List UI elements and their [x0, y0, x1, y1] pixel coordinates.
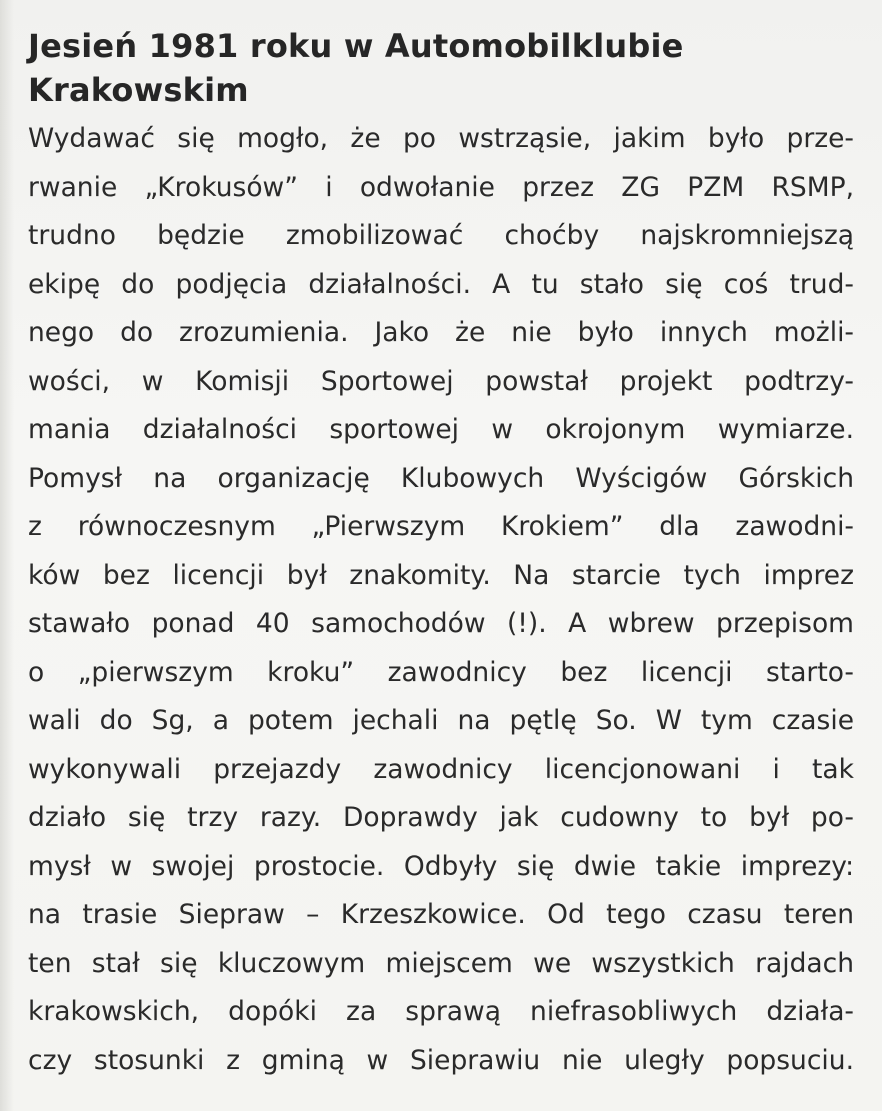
- body-line: ekipę do podjęcia działalności. A tu stało się coś trud-: [28, 268, 854, 300]
- article-title: [28, 24, 854, 112]
- body-line: na trasie Siepraw – Krzeszkowice. Od tego czasu teren: [28, 899, 854, 930]
- article-body: [28, 115, 854, 1085]
- body-line: wykonywali przejazdy zawodnicy licencjonowani i tak: [28, 753, 854, 785]
- article-title-line: Krakowskim: [28, 71, 249, 109]
- body-line: wali do Sg, a potem jechali na pętlę So. W tym czasie: [28, 705, 854, 736]
- body-line: z równoczesnym „Pierwszym Krokiem” dla zawodni-: [28, 511, 854, 542]
- article-title-line: Jesień 1981 roku w Automobilklubie: [28, 27, 684, 65]
- body-line: trudno będzie zmobilizować choćby najskromniejszą: [28, 220, 854, 251]
- body-line: Pomysł na organizację Klubowych Wyścigów Górskich: [28, 462, 854, 494]
- body-line: rwanie „Krokusów” i odwołanie przez ZG PZM RSMP,: [28, 171, 854, 203]
- body-line: o „pierwszym kroku” zawodnicy bez licencji starto-: [28, 656, 854, 688]
- body-line: wości, w Komisji Sportowej powstał projekt podtrzy-: [28, 365, 854, 397]
- body-line: działo się trzy razy. Doprawdy jak cudowny to był po-: [28, 802, 854, 833]
- body-line: krakowskich, dopóki za sprawą niefrasobliwych działa-: [28, 996, 854, 1027]
- body-line: Wydawać się mogło, że po wstrząsie, jakim było prze-: [28, 123, 854, 154]
- article: [28, 24, 854, 1085]
- body-line: nego do zrozumienia. Jako że nie było innych możli-: [28, 317, 854, 348]
- page-edge-shadow: [0, 0, 14, 1111]
- body-line: mania działalności sportowej w okrojonym wymiarze.: [28, 414, 854, 445]
- body-line: ten stał się kluczowym miejscem we wszystkich rajdach: [28, 947, 854, 979]
- body-line: stawało ponad 40 samochodów (!). A wbrew przepisom: [28, 608, 854, 639]
- body-line: mysł w swojej prostocie. Odbyły się dwie takie imprezy:: [28, 850, 854, 882]
- body-line: ków bez licencji był znakomity. Na starcie tych imprez: [28, 559, 854, 591]
- body-line: czy stosunki z gminą w Sieprawiu nie uległy popsuciu.: [28, 1044, 854, 1076]
